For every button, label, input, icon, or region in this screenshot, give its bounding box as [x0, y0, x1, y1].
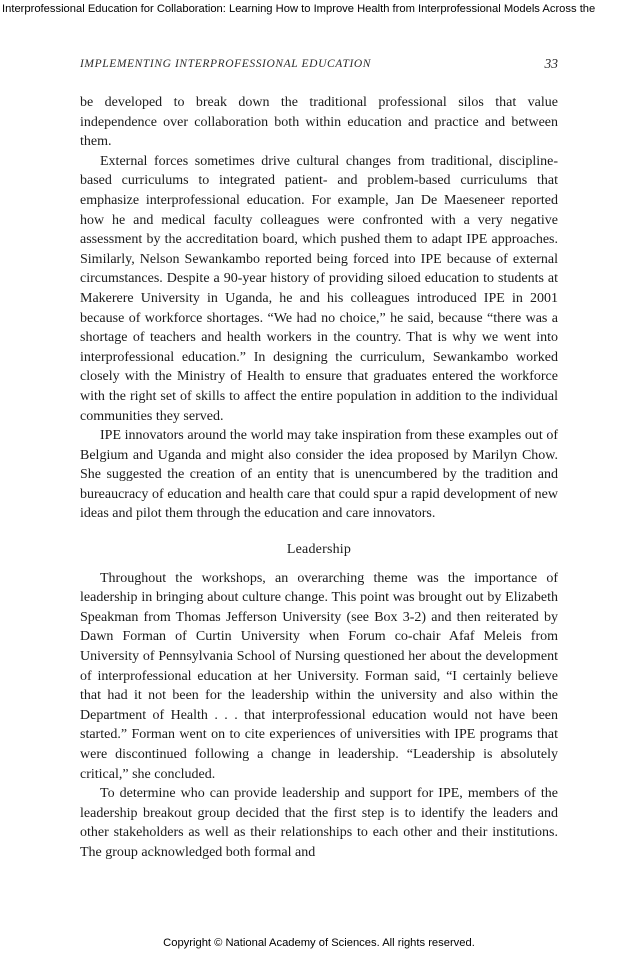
copyright-footer: Copyright © National Academy of Sciences. All rights reserved. [163, 937, 475, 949]
document-title-banner: Interprofessional Education for Collaboration: Learning How to Improve Health from Interprofessional Models Across the [2, 3, 596, 15]
paragraph: To determine who can provide leadership and support for IPE, members of the leadership breakout group decided that the first step is to identify the leaders and other stakeholders as well as their relationships to each other and their institutions. The group acknowledged both formal and [80, 786, 558, 860]
paragraph: be developed to break down the traditional professional silos that value independence over collaboration both within education and practice and between them. [80, 95, 558, 150]
paragraph: External forces sometimes drive cultural changes from traditional, discipline-based curriculums to integrated patient- and problem-based curriculums that emphasize interprofessional education. For example, Jan De Maeseneer reported how he and medical faculty colleagues were confronted with a very negative assessment by the accreditation board, which pushed them to adapt IPE approaches. Similarly, Nelson Sewankambo reported being forced into IPE because of external circumstances. Despite a 90-year history of providing siloed education to students at Makerere University in Uganda, he and his colleagues introduced IPE in 2001 because of workforce shortages. “We had no choice,” he said, because “there was a shortage of teachers and health workers in the country. That is why we went into interprofessional education.” In designing the curriculum, Sewankambo worked closely with the Ministry of Health to ensure that graduates entered the workforce with the right set of skills to affect the entire population in addition to the individual communities they served. [80, 153, 558, 424]
running-head: IMPLEMENTING INTERPROFESSIONAL EDUCATION [80, 58, 372, 70]
paragraph: IPE innovators around the world may take inspiration from these examples out of Belgium and Uganda and might also consider the idea proposed by Marilyn Chow. She suggested the creation of an entity that is unencumbered by the tradition and bureaucracy of education and health care that could spur a rapid development of new ideas and pilot them through the education and care innovators. [80, 428, 558, 522]
section-heading: Leadership [286, 542, 352, 558]
paragraph: Throughout the workshops, an overarching theme was the importance of leadership in bringing about culture change. This point was brought out by Elizabeth Speakman from Thomas Jefferson University (see Box 3-2) and then reiterated by Dawn Forman of Curtin University when Forum co-chair Afaf Meleis from University of Pennsylvania School of Nursing questioned her about the development of interprofessional education at her University. Forman said, “I certainly believe that had it not been for the leadership within the university and also within the Department of Health . . . that interprofessional education would not have been started.” Forman went on to cite experiences of universities with IPE programs that were discontinued following a change in leadership. “Leadership is absolutely critical,” she concluded. [80, 570, 558, 782]
page-number: 33 [544, 56, 558, 71]
page-body [80, 93, 558, 863]
